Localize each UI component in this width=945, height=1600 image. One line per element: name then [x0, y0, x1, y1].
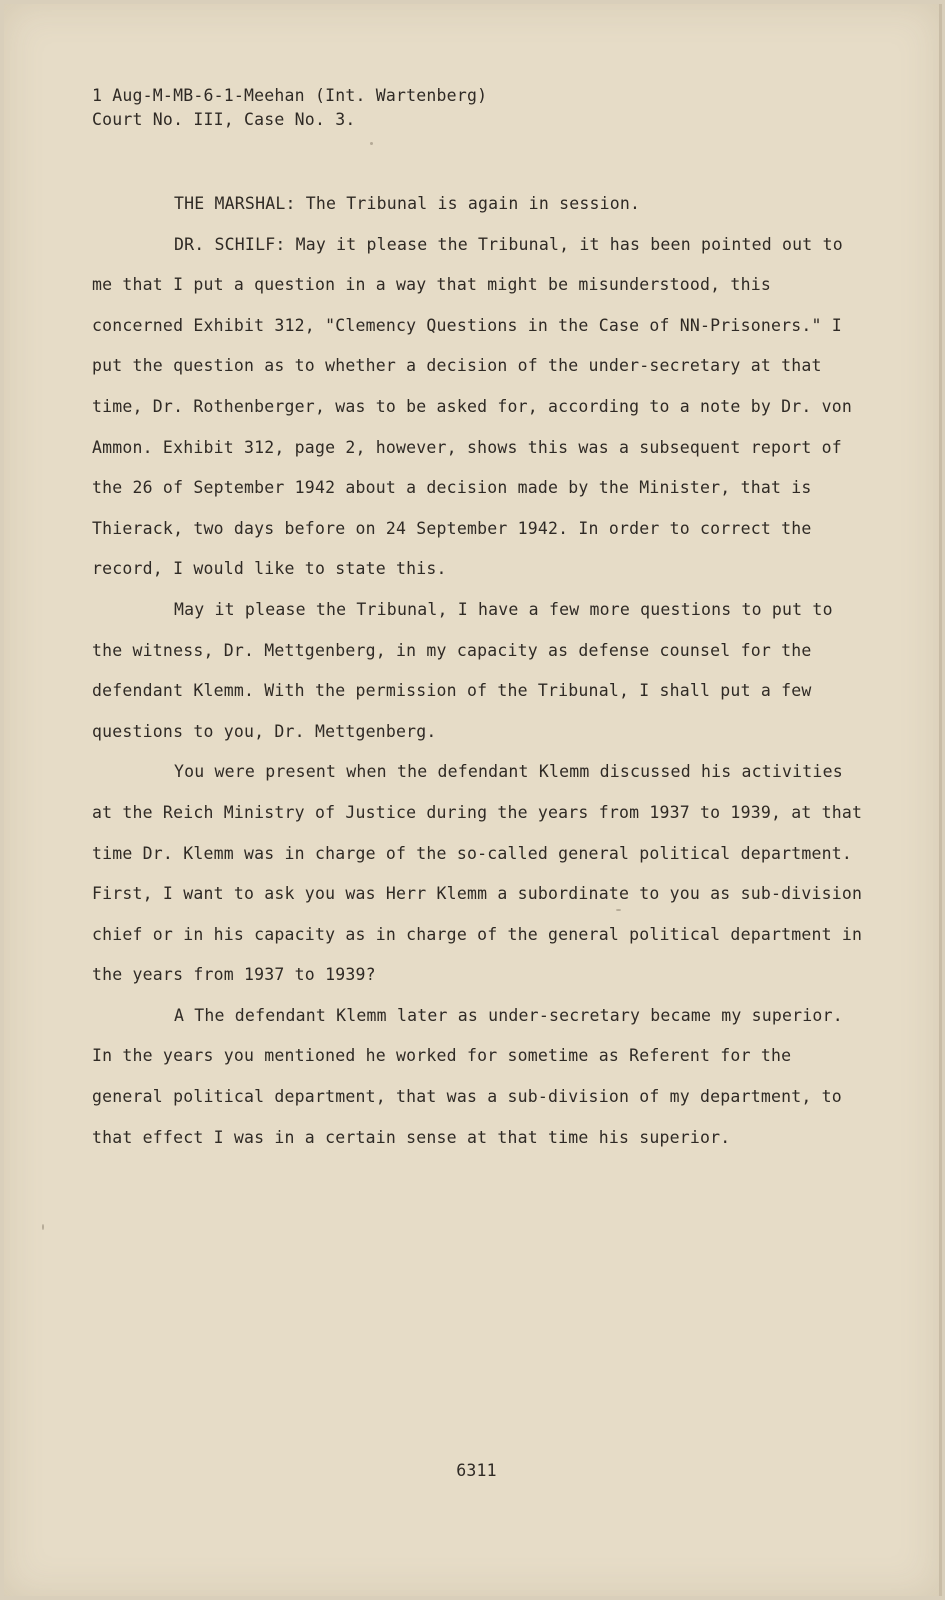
page-number: 6311: [456, 1461, 497, 1480]
paragraph-schilf-correction: DR. SCHILF: May it please the Tribunal, it has been pointed out to me that I put a question in a way that might be misunderstood, this concerned Exhibit 312, "Clemency Questions in the Case of NN-Prisoners." I put the question as to whether a decision of the under-secretary at that time, Dr. Rothenberger, was to be asked for, according to a note by Dr. von Ammon. Exhibit 312, page 2, however, shows this was a subsequent report of the 26 of September 1942 about a decision made by the Minister, that is Thierack, two days before on 24 September 1942. In order to correct the record, I would like to state this.: [92, 234, 853, 579]
paper-speck: [42, 1224, 44, 1230]
paragraph-answer: A The defendant Klemm later as under-secretary became my superior. In the years you mentioned he worked for sometime as Referent for the general political department, that was a sub-division of my department, to that effect I was in a certain sense at that time his superior.: [92, 1005, 843, 1147]
header-court-line: Court No. III, Case No. 3.: [92, 110, 356, 129]
paper-speck: [370, 142, 373, 145]
document-page: [4, 4, 942, 1596]
paragraph-question-klemm: You were present when the defendant Klemm discussed his activities at the Reich Ministry of Justice during the years from 1937 to 1939, at that time Dr. Klemm was in charge of the so-called general political department. First, I want to ask you was Herr Klemm a subordinate to you as sub-division chief or in his capacity as in charge of the general political department in the years from 1937 to 1939?: [92, 762, 863, 985]
header-reference-line: 1 Aug-M-MB-6-1-Meehan (Int. Wartenberg): [92, 86, 488, 105]
paragraph-marshal: THE MARSHAL: The Tribunal is again in session.: [174, 194, 641, 213]
document-header: [92, 84, 487, 132]
transcript-body: [92, 184, 872, 1158]
paragraph-schilf-questions: May it please the Tribunal, I have a few more questions to put to the witness, Dr. Mettgenberg, in my capacity as defense counsel for the defendant Klemm. With the permission of the Tribunal, I shall put a few questions to you, Dr. Mettgenberg.: [92, 599, 833, 741]
paper-speck: [616, 909, 621, 911]
